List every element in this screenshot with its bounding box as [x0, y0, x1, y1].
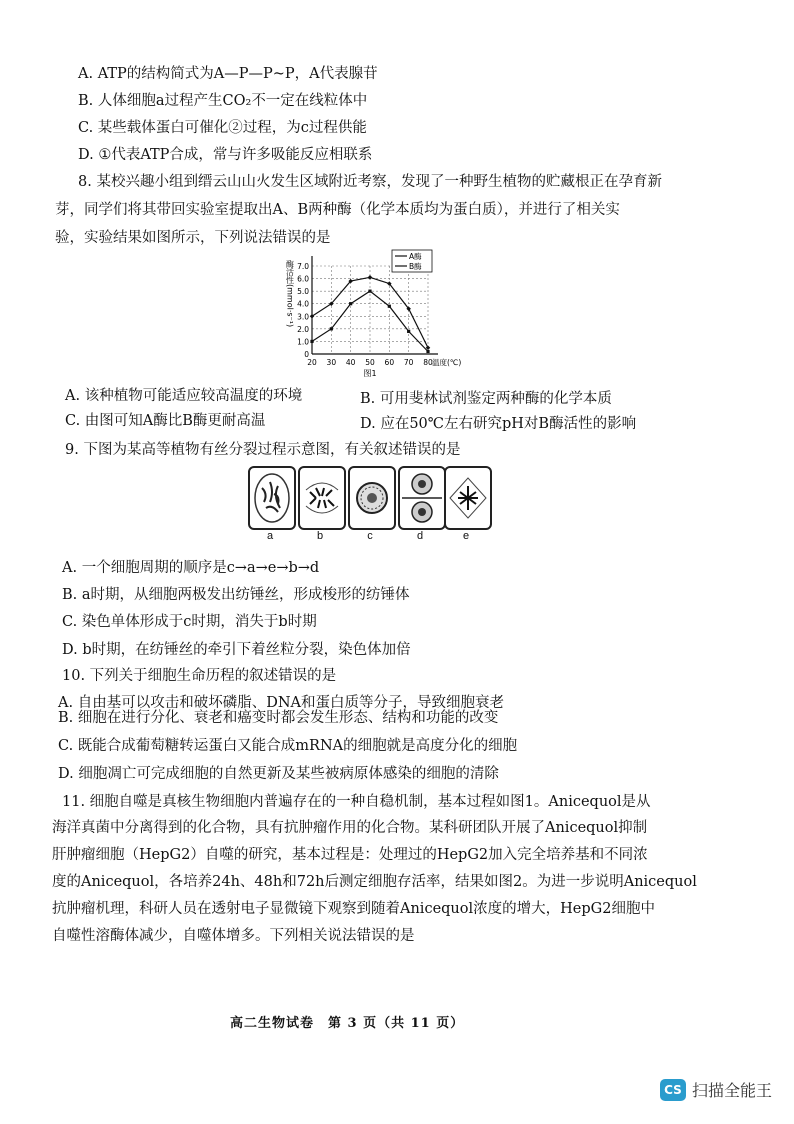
- q7-option-d: D. ①代表ATP合成，常与许多吸能反应相联系: [78, 147, 373, 163]
- q11-line-3: 肝肿瘤细胞（HepG2）自噬的研究，基本过程是：处理过的HepG2加入完全培养基和不同浓: [52, 847, 648, 863]
- q10-option-d: D. 细胞凋亡可完成细胞的自然更新及某些被病原体感染的细胞的清除: [58, 766, 499, 782]
- q8-option-a: A. 该种植物可能适应较高温度的环境: [65, 388, 303, 404]
- enzyme-activity-chart: [280, 248, 462, 383]
- x-tick-label: 80: [423, 358, 433, 367]
- y-tick-label: 1.0: [297, 337, 309, 347]
- cell-label-e: e: [462, 530, 470, 542]
- x-tick-label: 20: [307, 358, 317, 367]
- q8-option-b: B. 可用斐林试剂鉴定两种酶的化学本质: [360, 391, 612, 407]
- mitosis-diagram: [248, 466, 488, 542]
- y-tick-label: 7.0: [297, 262, 309, 271]
- x-tick-label: 60: [384, 358, 395, 367]
- q11-line-2: 海洋真菌中分离得到的化合物，具有抗肿瘤作用的化合物。某科研团队开展了Anicequol抑制: [52, 820, 648, 836]
- q7-option-b: B. 人体细胞a过程产生CO₂不一定在线粒体中: [78, 93, 368, 109]
- data-point-b: [310, 340, 313, 343]
- q11-line-6: 自噬性溶酶体减少，自噬体增多。下列相关说法错误的是: [52, 928, 415, 944]
- cell-d: [398, 466, 446, 530]
- cell-e: [444, 466, 492, 530]
- q8-stem-line-3: 验，实验结果如图所示，下列说法错误的是: [55, 230, 331, 246]
- cell-b: [298, 466, 346, 530]
- data-point-b: [349, 302, 352, 305]
- q9-option-d: D. b时期，在纺锤丝的牵引下着丝粒分裂，染色体加倍: [62, 642, 411, 658]
- cell-label-d: d: [416, 530, 424, 542]
- page-footer: 高二生物试卷 第 3 页（共 11 页）: [230, 1016, 465, 1031]
- cell-a-drawing: [250, 468, 294, 528]
- chart-title: 图1: [363, 369, 377, 378]
- y-axis-label: 酶活性(mmol·s⁻¹): [285, 260, 295, 328]
- scanner-name: 扫描全能王: [692, 1081, 773, 1100]
- cell-e-drawing: [446, 468, 490, 528]
- q10-option-b: B. 细胞在进行分化、衰老和癌变时都会发生形态、结构和功能的改变: [58, 710, 499, 726]
- cell-c: [348, 466, 396, 530]
- scanner-watermark: [660, 1078, 772, 1101]
- x-tick-label: 50: [365, 358, 375, 367]
- data-point-b: [388, 305, 391, 308]
- q9-stem: 9. 下图为某高等植物有丝分裂过程示意图，有关叙述错误的是: [65, 442, 461, 458]
- cell-label-a: a: [266, 530, 274, 542]
- x-tick-label: 30: [326, 358, 337, 367]
- q10-option-c: C. 既能合成葡萄糖转运蛋白又能合成mRNA的细胞就是高度分化的细胞: [58, 738, 518, 754]
- legend-label: A酶: [409, 252, 422, 261]
- q7-option-a: A. ATP的结构简式为A—P—P~P，A代表腺苷: [78, 66, 378, 82]
- x-tick-label: 40: [345, 358, 356, 367]
- chart-svg: [280, 248, 462, 383]
- legend-label: B酶: [409, 262, 422, 271]
- cell-c-drawing: [350, 468, 394, 528]
- q11-line-4: 度的Anicequol，各培养24h、48h和72h后测定细胞存活率，结果如图2。为进一步说明Anicequol: [52, 874, 697, 890]
- data-point-b: [426, 350, 429, 353]
- q8-option-c: C. 由图可知A酶比B酶更耐高温: [65, 413, 266, 429]
- y-tick-label: 5.0: [297, 287, 309, 297]
- cell-a: [248, 466, 296, 530]
- cell-label-c: c: [367, 530, 373, 542]
- q9-option-c: C. 染色单体形成于c时期，消失于b时期: [62, 614, 317, 630]
- camscanner-logo-icon: CS: [660, 1079, 686, 1101]
- cell-label-b: b: [316, 530, 324, 542]
- q10-stem: 10. 下列关于细胞生命历程的叙述错误的是: [62, 668, 337, 684]
- data-point-a: [368, 275, 373, 280]
- data-point-b: [407, 330, 410, 333]
- data-point-b: [330, 327, 333, 330]
- y-tick-label: 2.0: [297, 324, 309, 334]
- q8-stem-line-1: 8. 某校兴趣小组到缙云山山火发生区域附近考察，发现了一种野生植物的贮藏根正在孕育新: [78, 174, 662, 190]
- q11-line-5: 抗肿瘤机理，科研人员在透射电子显微镜下观察到随着Anicequol浓度的增大，HepG2细胞中: [52, 901, 655, 917]
- q9-option-b: B. a时期，从细胞两极发出纺锤丝，形成梭形的纺锤体: [62, 587, 410, 603]
- y-tick-label: 6.0: [297, 274, 309, 284]
- x-tick-label: 70: [403, 358, 414, 367]
- q8-option-d: D. 应在50℃左右研究pH对B酶活性的影响: [360, 416, 637, 432]
- q9-option-a: A. 一个细胞周期的顺序是c→a→e→b→d: [62, 560, 320, 576]
- cell-b-drawing: [300, 468, 344, 528]
- q11-line-1: 11. 细胞自噬是真核生物细胞内普遍存在的一种自稳机制，基本过程如图1。Anicequol是从: [62, 794, 651, 810]
- y-tick-label: 0: [304, 350, 309, 359]
- y-tick-label: 4.0: [297, 299, 309, 309]
- x-axis-label: 温度(℃): [432, 358, 462, 367]
- y-tick-label: 3.0: [297, 312, 309, 322]
- cell-d-drawing: [400, 468, 444, 528]
- q7-option-c: C. 某些载体蛋白可催化②过程，为c过程供能: [78, 120, 367, 136]
- data-point-b: [368, 290, 371, 293]
- q10-option-a: A. 自由基可以攻击和破坏磷脂、DNA和蛋白质等分子，导致细胞衰老: [58, 695, 504, 711]
- q8-stem-line-2: 芽，同学们将其带回实验室提取出A、B两种酶（化学本质均为蛋白质），并进行了相关实: [55, 202, 620, 218]
